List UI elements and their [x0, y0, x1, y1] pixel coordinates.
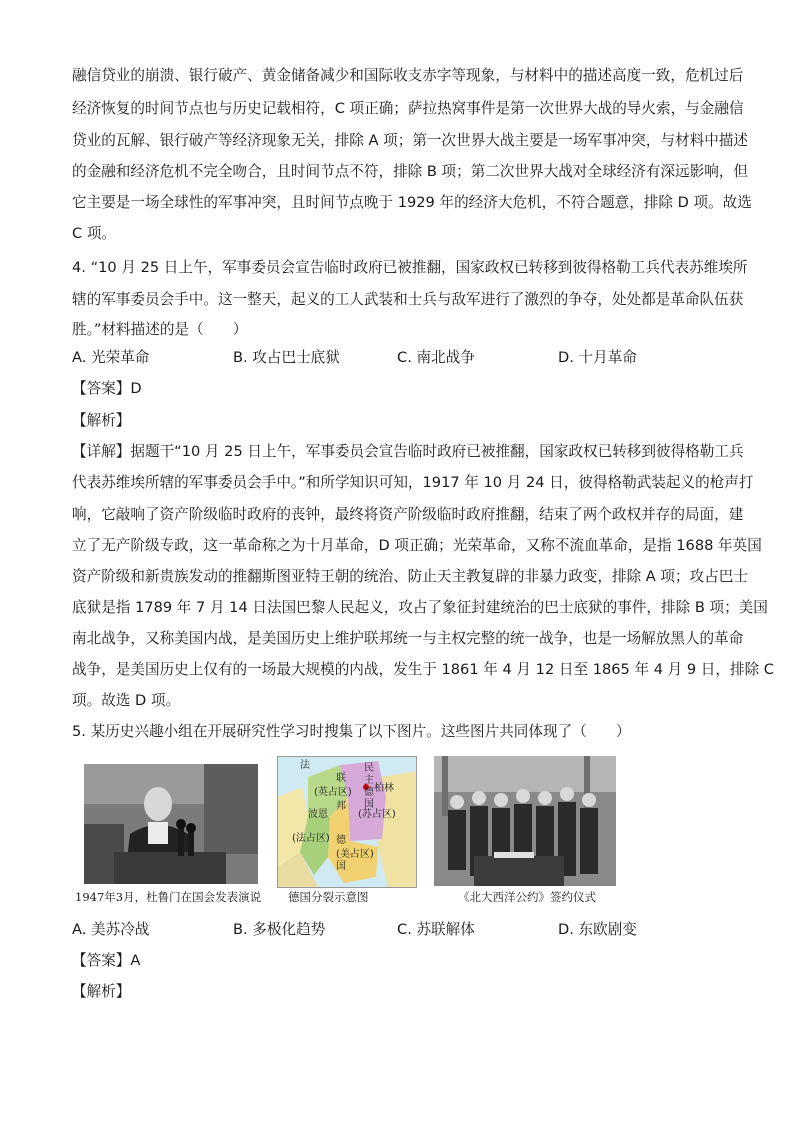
option-d: D. 十月革命 — [558, 349, 637, 366]
map-label-bang: 邦 — [336, 801, 346, 812]
germany-division-map — [277, 756, 417, 888]
map-label-guo2: 国 — [336, 861, 346, 872]
question-stem-line: 胜。”材料描述的是（ ） — [72, 321, 248, 338]
option-b: B. 攻占巴士底狱 — [233, 349, 340, 366]
map-label-fa: 法 — [300, 760, 310, 771]
truman-speech-image — [84, 764, 258, 884]
detail-line: 资产阶级和新贵族发动的推翻斯图亚特王朝的统治、防止天主教复辟的非暴力政变，排除 A 项；攻占巴士 — [72, 568, 748, 585]
nato-signing-photo — [434, 756, 616, 886]
text-line: 贷业的瓦解、银行破产等经济现象无关，排除 A 项；第一次世界大战主要是一场军事冲突，与材料中描述 — [72, 132, 748, 149]
question-stem-line: 辖的军事委员会手中。这一整天，起义的工人武装和士兵与敌军进行了激烈的争夺，处处都是革命队伍获 — [72, 291, 744, 308]
map-label-us-zone: (美占区) — [336, 849, 374, 860]
text-line: C 项。 — [72, 225, 117, 242]
detail-line: 南北战争，又称美国内战，是美国历史上维护联邦统一与主权完整的统一战争，也是一场解放黑人的革命 — [72, 630, 744, 647]
map-label-soviet-zone: (苏占区) — [358, 809, 396, 820]
option-c: C. 南北战争 — [397, 349, 475, 366]
text-line: 它主要是一场全球性的军事冲突，且时间节点晚于 1929 年的经济大危机，不符合题意，排除 D 项。故选 — [72, 194, 752, 211]
germany-map-image — [278, 757, 416, 887]
nato-signing-image — [434, 756, 616, 886]
text-line: 经济恢复的时间节点也与历史记载相符，C 项正确；萨拉热窝事件是第一次世界大战的导火索，与金融信 — [72, 100, 744, 117]
text-line: 融信贷业的崩溃、银行破产、黄金储备减少和国际收支赤字等现象，与材料中的描述高度一致，危机过后 — [72, 67, 744, 84]
question-stem-line: 4. “10 月 25 日上午，军事委员会宣告临时政府已被推翻，国家政权已转移到彼得格勒工兵代表苏维埃所 — [72, 259, 748, 276]
caption-truman: 1947年3月，杜鲁门在国会发表演说 — [75, 890, 262, 904]
map-label-de2: 德 — [336, 835, 346, 846]
map-label-british-zone: (英占区) — [314, 787, 352, 798]
detail-line: 底狱是指 1789 年 7 月 14 日法国巴黎人民起义，攻占了象征封建统治的巴士底狱的事件，排除 B 项；美国 — [72, 599, 768, 616]
map-label-berlin: 柏林 — [374, 783, 394, 794]
option-b: B. 多极化趋势 — [233, 921, 326, 938]
caption-nato-signing: 《北大西洋公约》签约仪式 — [458, 890, 596, 904]
truman-speech-photo — [84, 764, 258, 884]
answer-label: 【答案】A — [72, 952, 141, 969]
option-d: D. 东欧剧变 — [558, 921, 637, 938]
map-label-zhu: 主 — [364, 775, 374, 786]
option-c: C. 苏联解体 — [397, 921, 475, 938]
map-label-french-zone: (法占区) — [292, 833, 330, 844]
detail-line: 【详解】据题干“10 月 25 日上午，军事委员会宣告临时政府已被推翻，国家政权已转移到彼得格勒工兵 — [72, 443, 744, 460]
answer-label: 【答案】D — [72, 380, 142, 397]
caption-germany-map: 德国分裂示意图 — [288, 890, 369, 904]
map-label-de1: 德 — [364, 787, 374, 798]
map-label-bonn: 波恩 — [308, 809, 328, 820]
analysis-label: 【解析】 — [72, 983, 131, 1000]
detail-line: 响，它敲响了资产阶级临时政府的丧钟，最终将资产阶级临时政府推翻，结束了两个政权并存的局面，建 — [72, 506, 744, 523]
option-a: A. 光荣革命 — [72, 349, 150, 366]
detail-line: 代表苏维埃所辖的军事委员会手中。”和所学知识可知，1917 年 10 月 24 日，彼得格勒武装起义的枪声打 — [72, 474, 754, 491]
map-label-lian: 联 — [336, 773, 346, 784]
map-label-guo1: 国 — [364, 799, 374, 810]
map-label-min: 民 — [364, 763, 374, 774]
question-stem: 5. 某历史兴趣小组在开展研究性学习时搜集了以下图片。这些图片共同体现了（ ） — [72, 723, 631, 740]
analysis-label: 【解析】 — [72, 412, 131, 429]
option-a: A. 美苏冷战 — [72, 921, 150, 938]
detail-line: 项。故选 D 项。 — [72, 692, 181, 709]
detail-line: 立了无产阶级专政，这一革命称之为十月革命，D 项正确；光荣革命，又称不流血革命，是指 1688 年英国 — [72, 537, 762, 554]
detail-line: 战争，是美国历史上仅有的一场最大规模的内战，发生于 1861 年 4 月 12 日至 1865 年 4 月 9 日，排除 C — [72, 661, 774, 678]
text-line: 的金融和经济危机不完全吻合，且时间节点不符，排除 B 项；第二次世界大战对全球经济有深远影响，但 — [72, 163, 749, 180]
